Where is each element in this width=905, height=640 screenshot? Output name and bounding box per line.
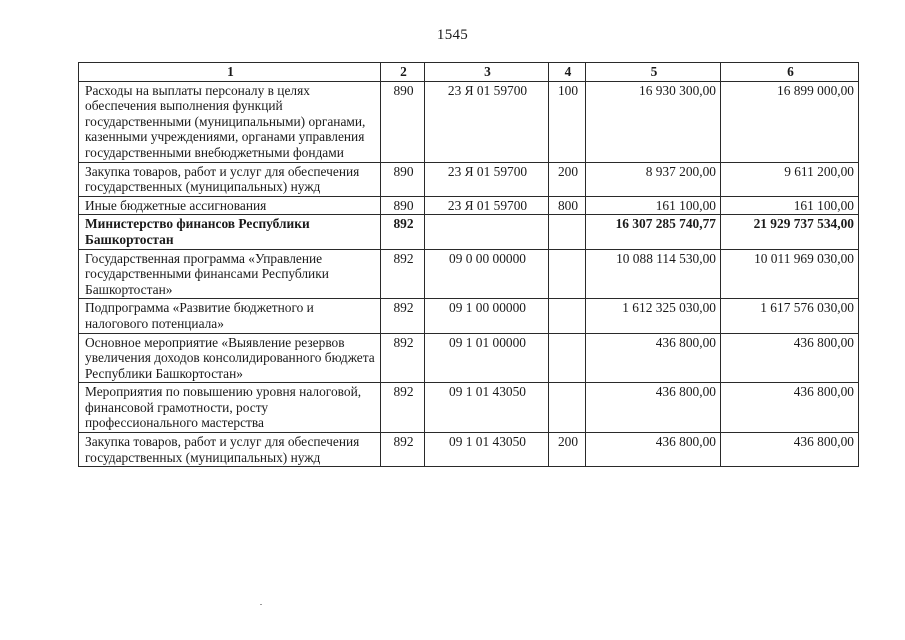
program-code-cell: 09 0 00 00000	[425, 249, 549, 299]
column-header: 3	[425, 63, 549, 82]
program-code-cell: 23 Я 01 59700	[425, 162, 549, 196]
expense-type-cell	[549, 299, 586, 333]
program-code-cell: 09 1 00 00000	[425, 299, 549, 333]
amount-year2-cell: 10 011 969 030,00	[721, 249, 859, 299]
row-name-cell: Расходы на выплаты персоналу в целях обеспечения выполнения функций государственными (муниципальными) органами, казенными учреждениями, органами управления государственными внебюджетными фондами	[79, 81, 381, 162]
scan-artifact	[260, 604, 262, 605]
row-name-cell: Закупка товаров, работ и услуг для обеспечения государственных (муниципальных) нужд	[79, 433, 381, 467]
program-code-cell: 09 1 01 43050	[425, 383, 549, 433]
amount-year2-cell: 436 800,00	[721, 333, 859, 383]
ministry-code-cell: 890	[381, 162, 425, 196]
expense-type-cell: 200	[549, 433, 586, 467]
column-header: 5	[586, 63, 721, 82]
ministry-code-cell: 892	[381, 383, 425, 433]
budget-table	[78, 62, 859, 467]
amount-year2-cell: 436 800,00	[721, 383, 859, 433]
program-code-cell: 23 Я 01 59700	[425, 196, 549, 215]
ministry-code-cell: 892	[381, 333, 425, 383]
table-row	[79, 383, 859, 433]
table-row	[79, 433, 859, 467]
column-header: 1	[79, 63, 381, 82]
amount-year1-cell: 436 800,00	[586, 383, 721, 433]
column-header: 2	[381, 63, 425, 82]
expense-type-cell	[549, 333, 586, 383]
amount-year1-cell: 16 930 300,00	[586, 81, 721, 162]
table-body	[79, 81, 859, 467]
amount-year1-cell: 16 307 285 740,77	[586, 215, 721, 249]
amount-year1-cell: 436 800,00	[586, 433, 721, 467]
amount-year2-cell: 161 100,00	[721, 196, 859, 215]
row-name-cell: Закупка товаров, работ и услуг для обеспечения государственных (муниципальных) нужд	[79, 162, 381, 196]
page-number: 1545	[436, 27, 469, 43]
table-row	[79, 333, 859, 383]
expense-type-cell: 100	[549, 81, 586, 162]
row-name-cell: Основное мероприятие «Выявление резервов увеличения доходов консолидированного бюджета Республики Башкортостан»	[79, 333, 381, 383]
ministry-code-cell: 890	[381, 81, 425, 162]
program-code-cell	[425, 215, 549, 249]
amount-year1-cell: 161 100,00	[586, 196, 721, 215]
ministry-code-cell: 890	[381, 196, 425, 215]
amount-year1-cell: 10 088 114 530,00	[586, 249, 721, 299]
program-code-cell: 09 1 01 43050	[425, 433, 549, 467]
row-name-cell: Государственная программа «Управление государственными финансами Республики Башкортостан»	[79, 249, 381, 299]
table-row	[79, 249, 859, 299]
expense-type-cell	[549, 249, 586, 299]
row-name-cell: Иные бюджетные ассигнования	[79, 196, 381, 215]
table-row	[79, 81, 859, 162]
row-name-cell: Министерство финансов Республики Башкортостан	[79, 215, 381, 249]
ministry-code-cell: 892	[381, 433, 425, 467]
table-row	[79, 215, 859, 249]
expense-type-cell: 200	[549, 162, 586, 196]
amount-year2-cell: 9 611 200,00	[721, 162, 859, 196]
ministry-code-cell: 892	[381, 249, 425, 299]
expense-type-cell	[549, 215, 586, 249]
ministry-code-cell: 892	[381, 215, 425, 249]
amount-year2-cell: 16 899 000,00	[721, 81, 859, 162]
row-name-cell: Мероприятия по повышению уровня налоговой, финансовой грамотности, росту профессионального мастерства	[79, 383, 381, 433]
column-header: 6	[721, 63, 859, 82]
header-row	[79, 63, 859, 82]
program-code-cell: 23 Я 01 59700	[425, 81, 549, 162]
table-row	[79, 299, 859, 333]
amount-year2-cell: 1 617 576 030,00	[721, 299, 859, 333]
ministry-code-cell: 892	[381, 299, 425, 333]
expense-type-cell: 800	[549, 196, 586, 215]
column-header: 4	[549, 63, 586, 82]
table-row	[79, 162, 859, 196]
amount-year2-cell: 436 800,00	[721, 433, 859, 467]
program-code-cell: 09 1 01 00000	[425, 333, 549, 383]
row-name-cell: Подпрограмма «Развитие бюджетного и налогового потенциала»	[79, 299, 381, 333]
table-row	[79, 196, 859, 215]
amount-year1-cell: 436 800,00	[586, 333, 721, 383]
expense-type-cell	[549, 383, 586, 433]
amount-year1-cell: 8 937 200,00	[586, 162, 721, 196]
amount-year2-cell: 21 929 737 534,00	[721, 215, 859, 249]
amount-year1-cell: 1 612 325 030,00	[586, 299, 721, 333]
